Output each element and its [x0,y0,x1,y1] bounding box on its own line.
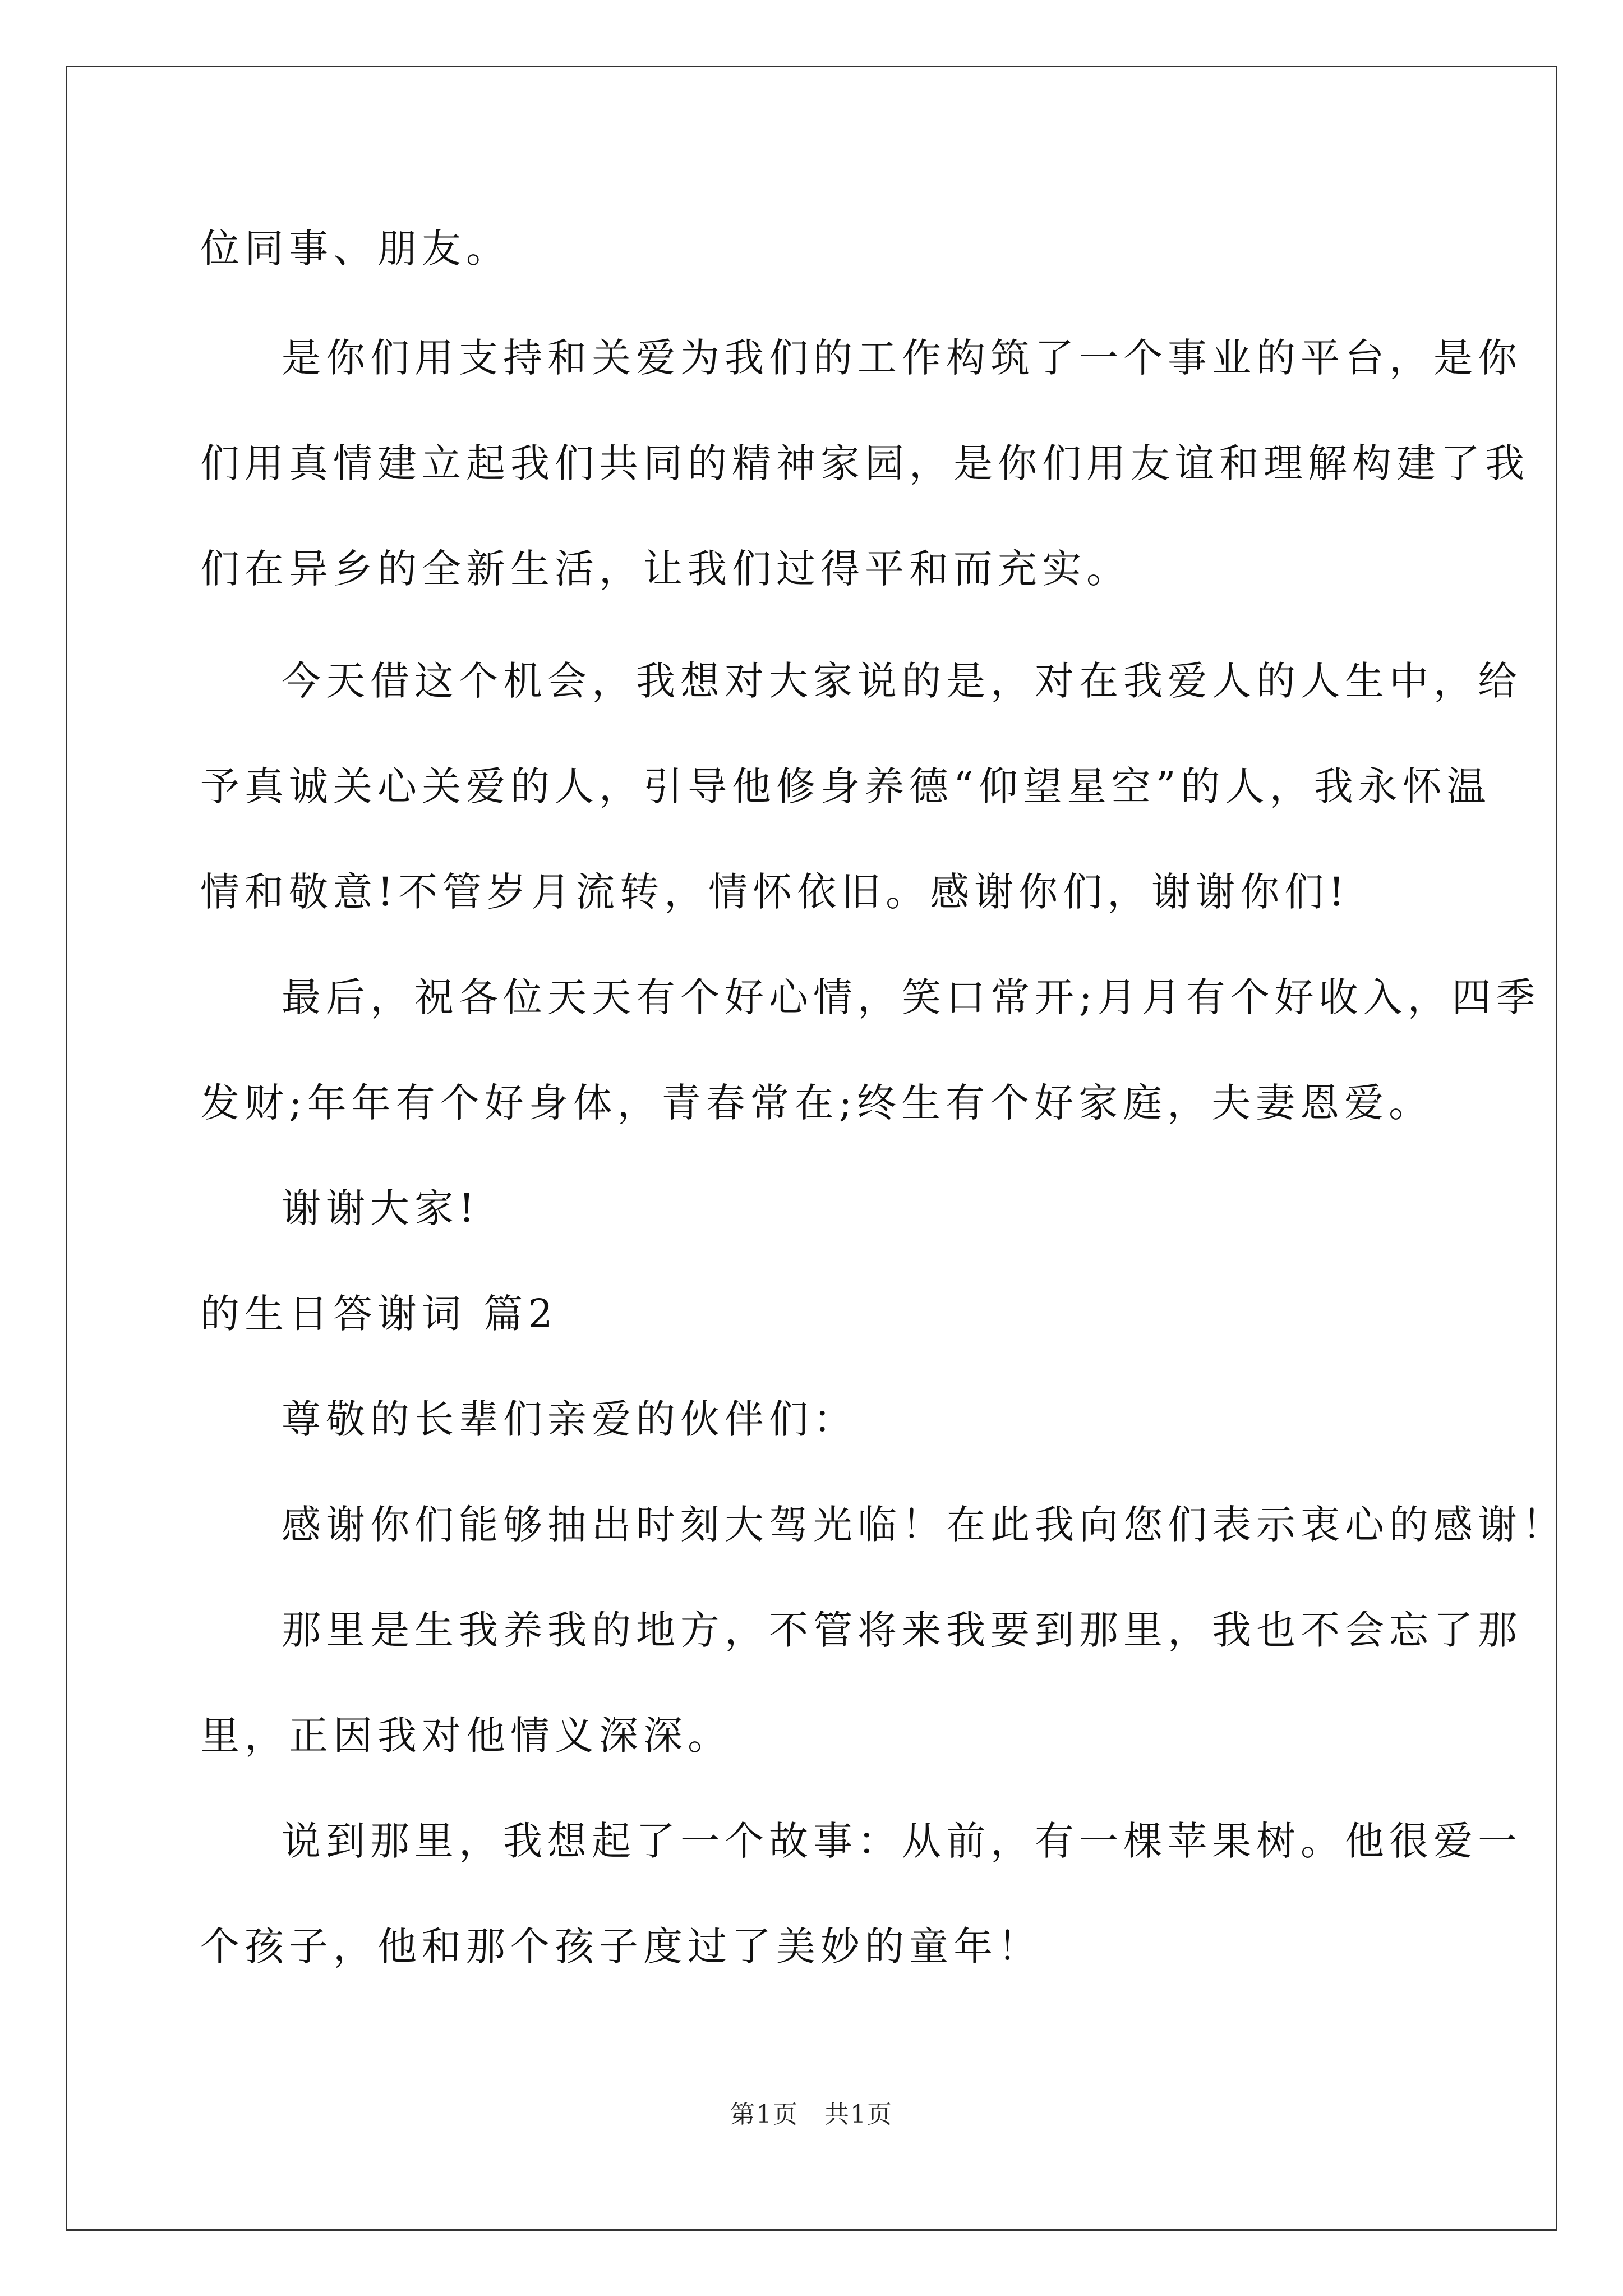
section-heading: 的生日答谢词 篇2 [200,1291,558,1337]
page-number-total: 共1页 [824,2100,893,2129]
paragraph-line: 发财;年年有个好身体，青春常在;终生有个好家庭，夫妻恩爱。 [200,1080,1433,1126]
paragraph-line: 感谢你们能够抽出时刻大驾光临！在此我向您们表示衷心的感谢！ [282,1502,1566,1548]
page-footer [0,2099,1623,2131]
salutation-line: 尊敬的长辈们亲爱的伙伴们： [282,1396,857,1442]
paragraph-line: 说到那里，我想起了一个故事：从前，有一棵苹果树。他很爱一 [282,1818,1522,1864]
page-frame [66,66,1557,2231]
paragraph-line: 是你们用支持和关爱为我们的工作构筑了一个事业的平台，是你 [282,335,1522,381]
paragraph-line: 个孩子，他和那个孩子度过了美妙的童年！ [200,1924,1042,1970]
paragraph-line: 最后，祝各位天天有个好心情，笑口常开;月月有个好收入，四季 [282,974,1541,1020]
paragraph-line: 里，正因我对他情义深深。 [200,1713,732,1759]
paragraph-line: 今天借这个机会，我想对大家说的是，对在我爱人的人生中，给 [282,658,1522,704]
paragraph-line: 予真诚关心关爱的人，引导他修身养德“仰望星空”的人，我永怀温 [200,763,1491,809]
paragraph-line: 们在异乡的全新生活，让我们过得平和而充实。 [200,546,1131,592]
paragraph-line: 那里是生我养我的地方，不管将来我要到那里，我也不会忘了那 [282,1607,1522,1653]
paragraph-line: 们用真情建立起我们共同的精神家园，是你们用友谊和理解构建了我 [200,440,1529,486]
page-number-current: 第1页 [730,2100,799,2129]
paragraph-continuation: 位同事、朋友。 [200,226,510,272]
paragraph-line: 情和敬意!不管岁月流转，情怀依旧。感谢你们，谢谢你们! [200,869,1350,915]
closing-line: 谢谢大家! [282,1185,480,1231]
